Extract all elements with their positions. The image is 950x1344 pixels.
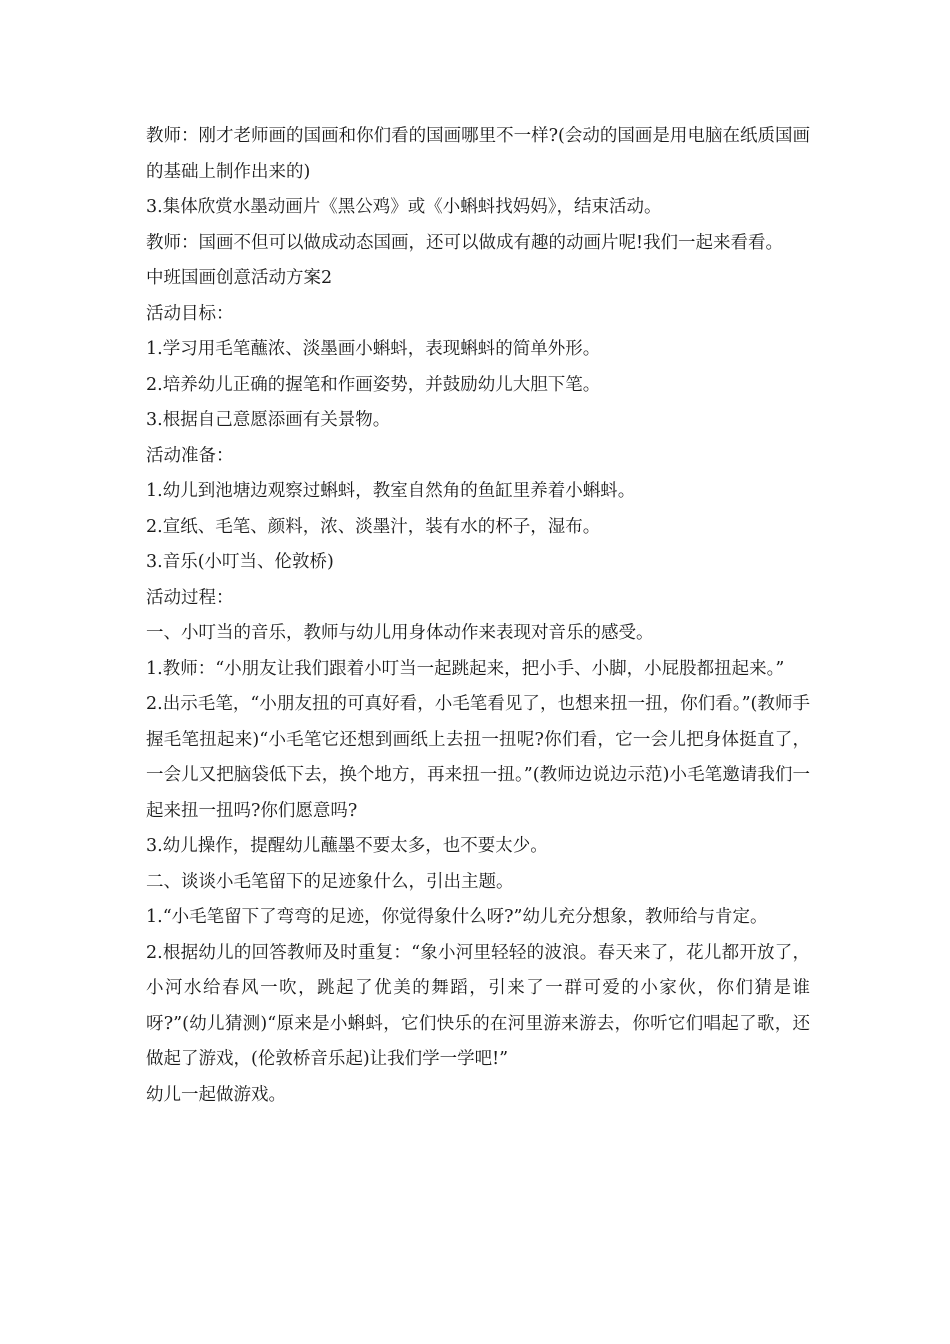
paragraph: 教师：刚才老师画的国画和你们看的国画哪里不一样?(会动的国画是用电脑在纸质国画的基础上制作出来的): [146, 126, 810, 182]
list-item: 2.培养幼儿正确的握笔和作画姿势，并鼓励幼儿大胆下笔。: [146, 374, 601, 395]
list-item: 3.音乐(小叮当、伦敦桥): [146, 552, 334, 572]
list-item: 2.宣纸、毛笔、颜料，浓、淡墨汁，装有水的杯子，湿布。: [146, 516, 601, 537]
section-title: 中班国画创意活动方案2: [146, 268, 333, 288]
list-item: 3.根据自己意愿添画有关景物。: [146, 410, 391, 430]
step-heading: 二、谈谈小毛笔留下的足迹象什么，引出主题。: [146, 871, 514, 892]
heading-activity-process: 活动过程：: [146, 587, 234, 608]
list-item: 1.“小毛笔留下了弯弯的足迹，你觉得象什么呀?”幼儿充分想象，教师给与肯定。: [146, 907, 768, 927]
paragraph: 幼儿一起做游戏。: [146, 1084, 286, 1105]
document-body: [146, 119, 810, 1113]
list-item: 3.幼儿操作，提醒幼儿蘸墨不要太多，也不要太少。: [146, 836, 548, 856]
step-heading: 一、小叮当的音乐，教师与幼儿用身体动作来表现对音乐的感受。: [146, 623, 654, 643]
list-item: 1.学习用毛笔蘸浓、淡墨画小蝌蚪，表现蝌蚪的简单外形。: [146, 339, 601, 359]
list-item: 2.根据幼儿的回答教师及时重复：“象小河里轻轻的波浪。春天来了，花儿都开放了，小河水给春风一吹，跳起了优美的舞蹈，引来了一群可爱的小家伙，你们猜是谁呀?”(幼儿猜测)“原来是小蝌蚪，它们快乐的在河里游来游去，你听它们唱起了歌，还做起了游戏，(伦敦桥音乐起)让我们学一学吧!”: [146, 942, 810, 1069]
paragraph: 3.集体欣赏水墨动画片《黑公鸡》或《小蝌蚪找妈妈》，结束活动。: [146, 197, 662, 217]
list-item: 2.出示毛笔，“小朋友扭的可真好看，小毛笔看见了，也想来扭一扭，你们看。”(教师手握毛笔扭起来)“小毛笔它还想到画纸上去扭一扭呢?你们看，它一会儿把身体挺直了，一会儿又把脑袋低下去，换个地方，再来扭一扭。”(教师边说边示范)小毛笔邀请我们一起来扭一扭吗?你们愿意吗?: [146, 694, 810, 821]
list-item: 1.教师：“小朋友让我们跟着小叮当一起跳起来，把小手、小脚，小屁股都扭起来。”: [146, 658, 785, 679]
paragraph: 教师：国画不但可以做成动态国画，还可以做成有趣的动画片呢!我们一起来看看。: [146, 232, 784, 253]
list-item: 1.幼儿到池塘边观察过蝌蚪，教室自然角的鱼缸里养着小蝌蚪。: [146, 481, 636, 501]
heading-activity-goals: 活动目标：: [146, 303, 234, 324]
heading-activity-preparation: 活动准备：: [146, 445, 234, 466]
